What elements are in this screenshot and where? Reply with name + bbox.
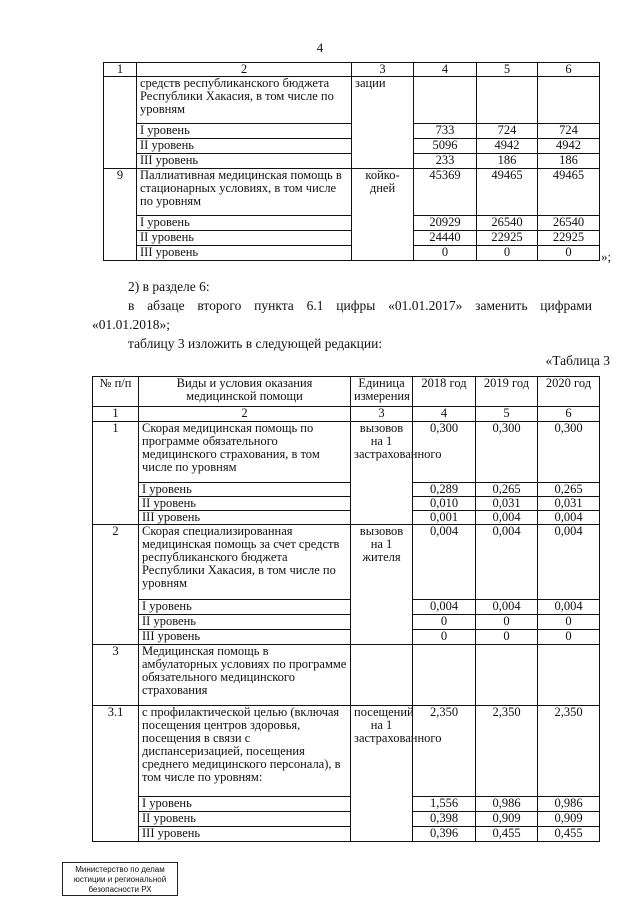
- value-cell: 0: [477, 246, 538, 261]
- value-cell: 1,556: [413, 797, 476, 812]
- paragraph-section-6: 2) в разделе 6:: [128, 279, 210, 294]
- value-cell: 5096: [414, 139, 477, 154]
- header-col-4: 4: [413, 407, 476, 422]
- value-cell: 4942: [538, 139, 600, 154]
- value-cell: 45369: [414, 169, 477, 216]
- value-cell: 0: [476, 615, 538, 630]
- value-cell: 0,909: [538, 812, 600, 827]
- value-cell: 2,350: [538, 706, 600, 797]
- value-cell: 733: [414, 124, 477, 139]
- table-row: [104, 169, 600, 216]
- value-cell: 724: [477, 124, 538, 139]
- value-cell: 22925: [477, 231, 538, 246]
- table-row: [93, 497, 600, 511]
- stamp-line: Министерство по делам: [75, 865, 165, 874]
- row-unit: посещений на 1 застрахованного: [351, 706, 413, 842]
- level-label: I уровень: [139, 483, 351, 497]
- header-col-3: 3: [352, 63, 414, 77]
- value-cell: 0,300: [413, 422, 476, 483]
- value-cell: 0,004: [476, 525, 538, 600]
- level-label: I уровень: [137, 216, 352, 231]
- value-cell: 0,300: [538, 422, 600, 483]
- row-name: с профилактической целью (включая посещения центров здоровья, посещения в связи с диспансеризацией, посещения среднего медицинского персонала), в том числе по уровням:: [139, 706, 351, 797]
- value-cell: 2,350: [413, 706, 476, 797]
- table-caption: «Таблица 3: [545, 353, 610, 368]
- value-cell: 0,300: [476, 422, 538, 483]
- table-3: [92, 376, 600, 842]
- table-row: [93, 422, 600, 483]
- header-col-2: 2: [137, 63, 352, 77]
- value-cell: 186: [538, 154, 600, 169]
- table-row: [93, 630, 600, 645]
- value-cell: 0: [413, 615, 476, 630]
- paragraph-amend-dates: в абзаце второго пункта 6.1 цифры «01.01.2017» заменить цифрами «01.01.2018»;: [92, 298, 592, 332]
- value-cell: 49465: [477, 169, 538, 216]
- value-cell: 0: [413, 630, 476, 645]
- table-row: [93, 525, 600, 600]
- table-row: [93, 645, 600, 706]
- row-unit: вызовов на 1 жителя: [351, 525, 413, 645]
- header-col-5: 5: [477, 63, 538, 77]
- header-col-3: 3: [351, 407, 413, 422]
- header-type: Виды и условия оказания медицинской помощи: [139, 377, 351, 407]
- value-cell: 0,004: [476, 511, 538, 525]
- value-cell: 49465: [538, 169, 600, 216]
- value-cell: 0,289: [413, 483, 476, 497]
- level-label: I уровень: [139, 600, 351, 615]
- value-cell: 0,265: [476, 483, 538, 497]
- level-label: II уровень: [139, 812, 351, 827]
- row-name: Медицинская помощь в амбулаторных условиях по программе обязательного медицинского страхования: [139, 645, 351, 706]
- header-year-2019: 2019 год: [476, 377, 538, 407]
- header-col-5: 5: [476, 407, 538, 422]
- value-cell: 0,004: [538, 525, 600, 600]
- row-number: 9: [104, 169, 137, 261]
- row-unit: вызовов на 1 застрахованного: [351, 422, 413, 525]
- value-cell: 0,909: [476, 812, 538, 827]
- value-cell: 0,004: [538, 600, 600, 615]
- table-row: [104, 77, 600, 124]
- value-cell: 4942: [477, 139, 538, 154]
- header-year-2020: 2020 год: [538, 377, 600, 407]
- header-col-2: 2: [139, 407, 351, 422]
- value-cell: 0: [538, 615, 600, 630]
- header-number: № п/п: [93, 377, 139, 407]
- value-cell: 26540: [538, 216, 600, 231]
- value-cell: 0: [414, 246, 477, 261]
- level-label: III уровень: [137, 154, 352, 169]
- row-name: Паллиативная медицинская помощь в стационарных условиях, в том числе по уровням: [137, 169, 352, 216]
- row-number: [104, 77, 137, 169]
- stamp-line: безопасности РХ: [88, 885, 152, 894]
- value-cell: 24440: [414, 231, 477, 246]
- level-label: III уровень: [139, 827, 351, 842]
- value-cell: 186: [477, 154, 538, 169]
- level-label: III уровень: [139, 630, 351, 645]
- row-number: 3: [93, 645, 139, 706]
- ministry-stamp: [62, 862, 178, 896]
- value-cell: 0,396: [413, 827, 476, 842]
- header-year-2018: 2018 год: [413, 377, 476, 407]
- value-cell: 0,398: [413, 812, 476, 827]
- table-row: [93, 827, 600, 842]
- table-row: [93, 812, 600, 827]
- value-cell: 2,350: [476, 706, 538, 797]
- value-cell: 0,986: [538, 797, 600, 812]
- level-label: II уровень: [139, 615, 351, 630]
- value-cell: 0,004: [413, 525, 476, 600]
- table-row: [93, 483, 600, 497]
- value-cell: 0,265: [538, 483, 600, 497]
- paragraph-table-intro: таблицу 3 изложить в следующей редакции:: [128, 336, 383, 351]
- row-name: средств республиканского бюджета Республики Хакасия, в том числе по уровням: [137, 77, 352, 124]
- table-header: [93, 377, 600, 407]
- table-row: [93, 797, 600, 812]
- value-cell: 0,004: [476, 600, 538, 615]
- value-cell: 0,986: [476, 797, 538, 812]
- value-cell: 22925: [538, 231, 600, 246]
- header-col-1: 1: [104, 63, 137, 77]
- header-col-4: 4: [414, 63, 477, 77]
- stamp-line: юстиции и региональной: [73, 875, 167, 884]
- level-label: I уровень: [139, 797, 351, 812]
- table-header-numbers: [104, 63, 600, 77]
- header-col-1: 1: [93, 407, 139, 422]
- table-row: [93, 615, 600, 630]
- value-cell: 724: [538, 124, 600, 139]
- row-number: 3.1: [93, 706, 139, 842]
- value-cell: 0,001: [413, 511, 476, 525]
- value-cell: 0: [476, 630, 538, 645]
- value-cell: 0,004: [538, 511, 600, 525]
- value-cell: 0,004: [413, 600, 476, 615]
- table-header-numbers: [93, 407, 600, 422]
- value-cell: 0,455: [538, 827, 600, 842]
- row-name: Скорая медицинская помощь по программе обязательного медицинского страхования, в том числе по уровням: [139, 422, 351, 483]
- table-row: [93, 706, 600, 797]
- table-row: [93, 511, 600, 525]
- level-label: II уровень: [139, 497, 351, 511]
- row-unit: зации: [352, 77, 414, 169]
- level-label: II уровень: [137, 139, 352, 154]
- value-cell: 233: [414, 154, 477, 169]
- header-col-6: 6: [538, 407, 600, 422]
- value-cell: 0,455: [476, 827, 538, 842]
- row-name: Скорая специализированная медицинская помощь за счет средств республиканского бюджета Республики Хакасия, в том числе по уровням: [139, 525, 351, 600]
- header-col-6: 6: [538, 63, 600, 77]
- level-label: III уровень: [139, 511, 351, 525]
- level-label: I уровень: [137, 124, 352, 139]
- value-cell: 0: [538, 630, 600, 645]
- page-number: 4: [316, 40, 324, 55]
- table-continuation: [103, 62, 600, 261]
- value-cell: 0: [538, 246, 600, 261]
- closing-quote: »;: [601, 249, 612, 264]
- table-row: [93, 600, 600, 615]
- row-number: 1: [93, 422, 139, 525]
- value-cell: 0,031: [538, 497, 600, 511]
- value-cell: 26540: [477, 216, 538, 231]
- row-number: 2: [93, 525, 139, 645]
- value-cell: 0,010: [413, 497, 476, 511]
- header-unit: Единица измерения: [351, 377, 413, 407]
- level-label: III уровень: [137, 246, 352, 261]
- level-label: II уровень: [137, 231, 352, 246]
- row-unit: койко-дней: [352, 169, 414, 261]
- value-cell: 0,031: [476, 497, 538, 511]
- value-cell: 20929: [414, 216, 477, 231]
